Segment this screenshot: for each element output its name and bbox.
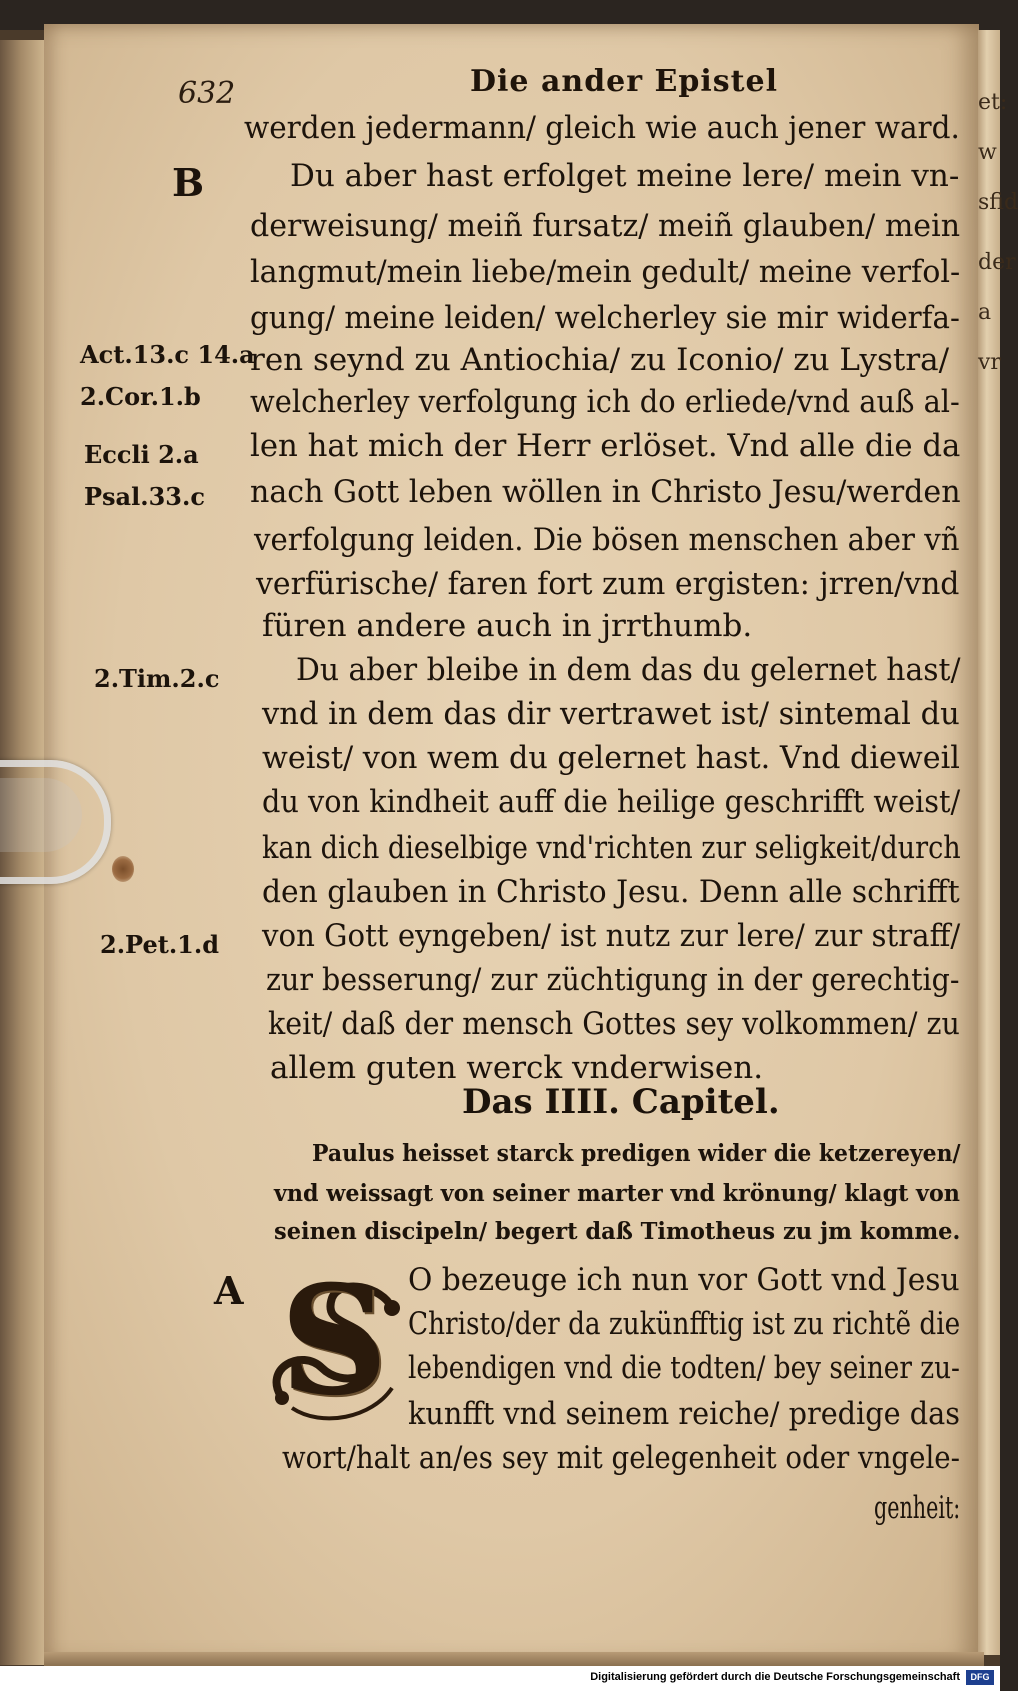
margin-reference: 2.Cor.1.b bbox=[80, 382, 201, 411]
chapter-line: Christo/der da zukünfftig ist zu richtẽ die bbox=[408, 1306, 961, 1342]
page-number: 632 bbox=[178, 76, 236, 111]
body-line: Du aber bleibe in dem das du gelernet hast/ bbox=[296, 652, 961, 688]
facing-fragment: der bbox=[978, 250, 1016, 275]
body-line: langmut/mein liebe/mein gedult/ meine verfol- bbox=[250, 254, 961, 290]
body-line: weist/ von wem du gelernet hast. Vnd dieweil bbox=[262, 740, 960, 776]
body-line: nach Gott leben wöllen in Christo Jesu/werden bbox=[250, 474, 961, 510]
facing-fragment: a bbox=[978, 300, 992, 325]
page-clip bbox=[0, 760, 111, 884]
margin-reference: Psal.33.c bbox=[84, 482, 205, 511]
body-line: den glauben in Christo Jesu. Denn alle schrifft bbox=[262, 874, 960, 910]
facing-fragment: et: bbox=[978, 90, 1008, 115]
margin-reference: Act.13.c 14.a bbox=[80, 340, 255, 369]
chapter-line: O bezeuge ich nun vor Gott vnd Jesu bbox=[408, 1262, 960, 1298]
body-line: ren seynd zu Antiochia/ zu Iconio/ zu Lystra/ bbox=[250, 342, 950, 378]
body-line: derweisung/ meiñ fursatz/ meiñ glauben/ mein bbox=[250, 208, 961, 244]
bottom-page-edge bbox=[44, 1652, 984, 1666]
body-line: Du aber hast erfolget meine lere/ mein vn- bbox=[290, 158, 960, 194]
running-head: Die ander Epistel bbox=[470, 64, 778, 99]
margin-reference: 2.Tim.2.c bbox=[94, 664, 220, 693]
margin-reference: 2.Pet.1.d bbox=[100, 930, 220, 959]
chapter-line: lebendigen vnd die todten/ bey seiner zu- bbox=[408, 1350, 960, 1386]
drop-cap-letter: S bbox=[279, 1253, 389, 1429]
body-line: welcherley verfolgung ich do erliede/vnd auß al- bbox=[250, 384, 960, 420]
chapter-title: Das IIII. Capitel. bbox=[462, 1082, 780, 1122]
body-line: vnd in dem das dir vertrawet ist/ sintemal du bbox=[262, 696, 960, 732]
chapter-line: genheit: bbox=[874, 1490, 961, 1526]
chapter-line: wort/halt an/es sey mit gelegenheit oder vngele- bbox=[282, 1440, 960, 1476]
facing-fragment: vr bbox=[978, 350, 1001, 375]
margin-section-letter: B bbox=[172, 160, 205, 205]
chapter-summary-line: seinen discipeln/ begert daß Timotheus zu jm komme. bbox=[274, 1218, 961, 1245]
body-line: werden jedermann/ gleich wie auch jener ward. bbox=[244, 110, 960, 146]
margin-reference: Eccli 2.a bbox=[84, 440, 199, 469]
body-line: len hat mich der Herr erlöset. Vnd alle die da bbox=[250, 428, 961, 464]
body-line: allem guten werck vnderwisen. bbox=[270, 1050, 764, 1086]
body-line: zur besserung/ zur züchtigung in der gerechtig- bbox=[266, 962, 960, 998]
ink-stain bbox=[112, 856, 134, 882]
chapter-line: kunfft vnd seinem reiche/ predige das bbox=[408, 1396, 960, 1432]
footer-credit: Digitalisierung gefördert durch die Deutsche Forschungsgemeinschaft bbox=[590, 1671, 960, 1683]
footer-bar bbox=[0, 1666, 1000, 1691]
body-line: von Gott eyngeben/ ist nutz zur lere/ zur straff/ bbox=[262, 918, 961, 954]
chapter-summary-line: vnd weissagt von seiner marter vnd krönung/ klagt von bbox=[274, 1180, 960, 1207]
body-line: kan dich dieselbige vnd'richten zur seligkeit/durch bbox=[262, 830, 961, 866]
dfg-logo: DFG bbox=[966, 1670, 994, 1685]
facing-fragment: w bbox=[978, 140, 997, 165]
body-line: du von kindheit auff die heilige geschrifft weist/ bbox=[262, 784, 961, 820]
body-line: keit/ daß der mensch Gottes sey volkommen/ zu bbox=[268, 1006, 960, 1042]
body-line: gung/ meine leiden/ welcherley sie mir widerfa- bbox=[250, 300, 960, 336]
facing-fragment: sfid bbox=[978, 190, 1018, 215]
facing-page-strip bbox=[978, 60, 1018, 1560]
body-line: verfürische/ faren fort zum ergisten: jrren/vnd bbox=[256, 566, 960, 602]
body-line: verfolgung leiden. Die bösen menschen aber vñ bbox=[254, 522, 960, 558]
chapter-summary-line: Paulus heisset starck predigen wider die ketzereyen/ bbox=[312, 1140, 961, 1167]
margin-section-letter: A bbox=[214, 1268, 244, 1313]
body-line: füren andere auch in jrrthumb. bbox=[262, 608, 753, 644]
